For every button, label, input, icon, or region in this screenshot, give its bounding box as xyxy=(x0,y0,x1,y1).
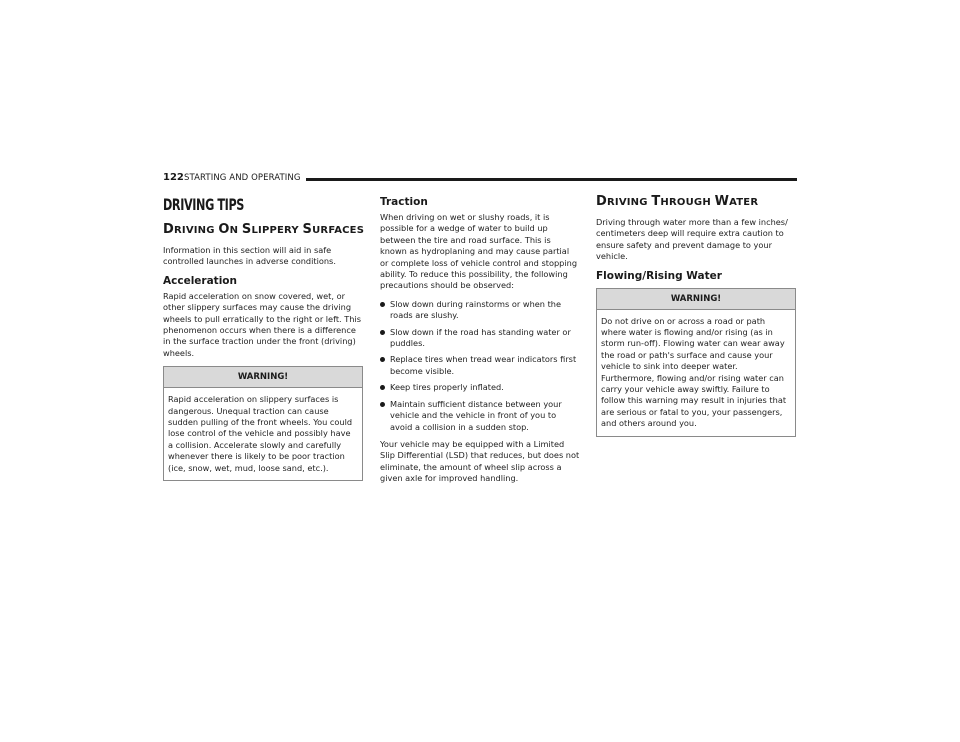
page-title: DRIVING TIPS xyxy=(163,195,244,214)
header-rule xyxy=(306,178,797,181)
acceleration-paragraph: Rapid acceleration on snow covered, wet, or other slippery surfaces may cause the driving wheels to pull erratically to the right or left. This phenomenon occurs when there is a difference in the surface traction under the front (driving) wheels. xyxy=(163,290,361,358)
heading-flowing-water: Flowing/Rising Water xyxy=(596,269,722,282)
heading-traction: Traction xyxy=(380,196,428,208)
warning-text: Do not drive on or across a road or path where water is flowing and/or rising (as in storm run-off). Flowing water can wear away the road or path's surface and cause your vehicle to sink into deeper water. Furthermore, flowing and/or rising water can carry your vehicle away swiftly. Failure to follow this warning may result in injuries that are serious or fatal to you, your passengers, and others around you. xyxy=(601,315,787,429)
list-item: Maintain sufficient distance between your vehicle and the vehicle in front of you to avoid a collision in a sudden stop. xyxy=(380,399,580,433)
heading-driving-through-water: DRIVING THROUGH WATER xyxy=(596,194,759,209)
list-item: Keep tires properly inflated. xyxy=(380,382,580,393)
warning-title: WARNING! xyxy=(597,289,795,310)
heading-slippery-surfaces: DRIVING ON SLIPPERY SURFACES xyxy=(163,222,365,237)
lsd-paragraph: Your vehicle may be equipped with a Limited Slip Differential (LSD) that reduces, but does not eliminate, the amount of wheel slip across a given axle for improved handling. xyxy=(380,438,580,484)
column-middle xyxy=(380,195,580,492)
traction-paragraph: When driving on wet or slushy roads, it is possible for a wedge of water to build up between the tire and road surface. This is known as hydroplaning and may cause partial or complete loss of vehicle control and stopping ability. To reduce this possibility, the following precautions should be observed: xyxy=(380,212,578,291)
list-item: Replace tires when tread wear indicators first become visible. xyxy=(380,354,580,377)
list-item: Slow down during rainstorms or when the roads are slushy. xyxy=(380,299,580,322)
page-header xyxy=(163,172,797,186)
warning-text: Rapid acceleration on slippery surfaces is dangerous. Unequal traction can cause sudden pulling of the front wheels. You could lose control of the vehicle and possibly have a collision. Accelerate slowly and carefully whenever there is likely to be poor traction (ice, snow, wet, mud, loose sand, etc.). xyxy=(168,394,353,473)
warning-box xyxy=(163,366,363,481)
warning-body xyxy=(597,310,795,436)
intro-paragraph: Information in this section will aid in safe controlled launches in adverse conditions. xyxy=(163,245,336,267)
warning-title: WARNING! xyxy=(164,367,362,388)
section-title: STARTING AND OPERATING xyxy=(184,173,301,183)
precautions-list xyxy=(380,299,580,433)
column-right xyxy=(596,195,796,437)
column-left xyxy=(163,195,363,481)
warning-box xyxy=(596,288,796,437)
water-intro-paragraph: Driving through water more than a few inches/ centimeters deep will require extra caution to ensure safety and prevent damage to your vehicle. xyxy=(596,217,788,262)
list-item: Slow down if the road has standing water or puddles. xyxy=(380,327,580,350)
heading-acceleration: Acceleration xyxy=(163,274,237,287)
warning-body xyxy=(164,388,362,480)
page-number: 122 xyxy=(163,172,184,183)
